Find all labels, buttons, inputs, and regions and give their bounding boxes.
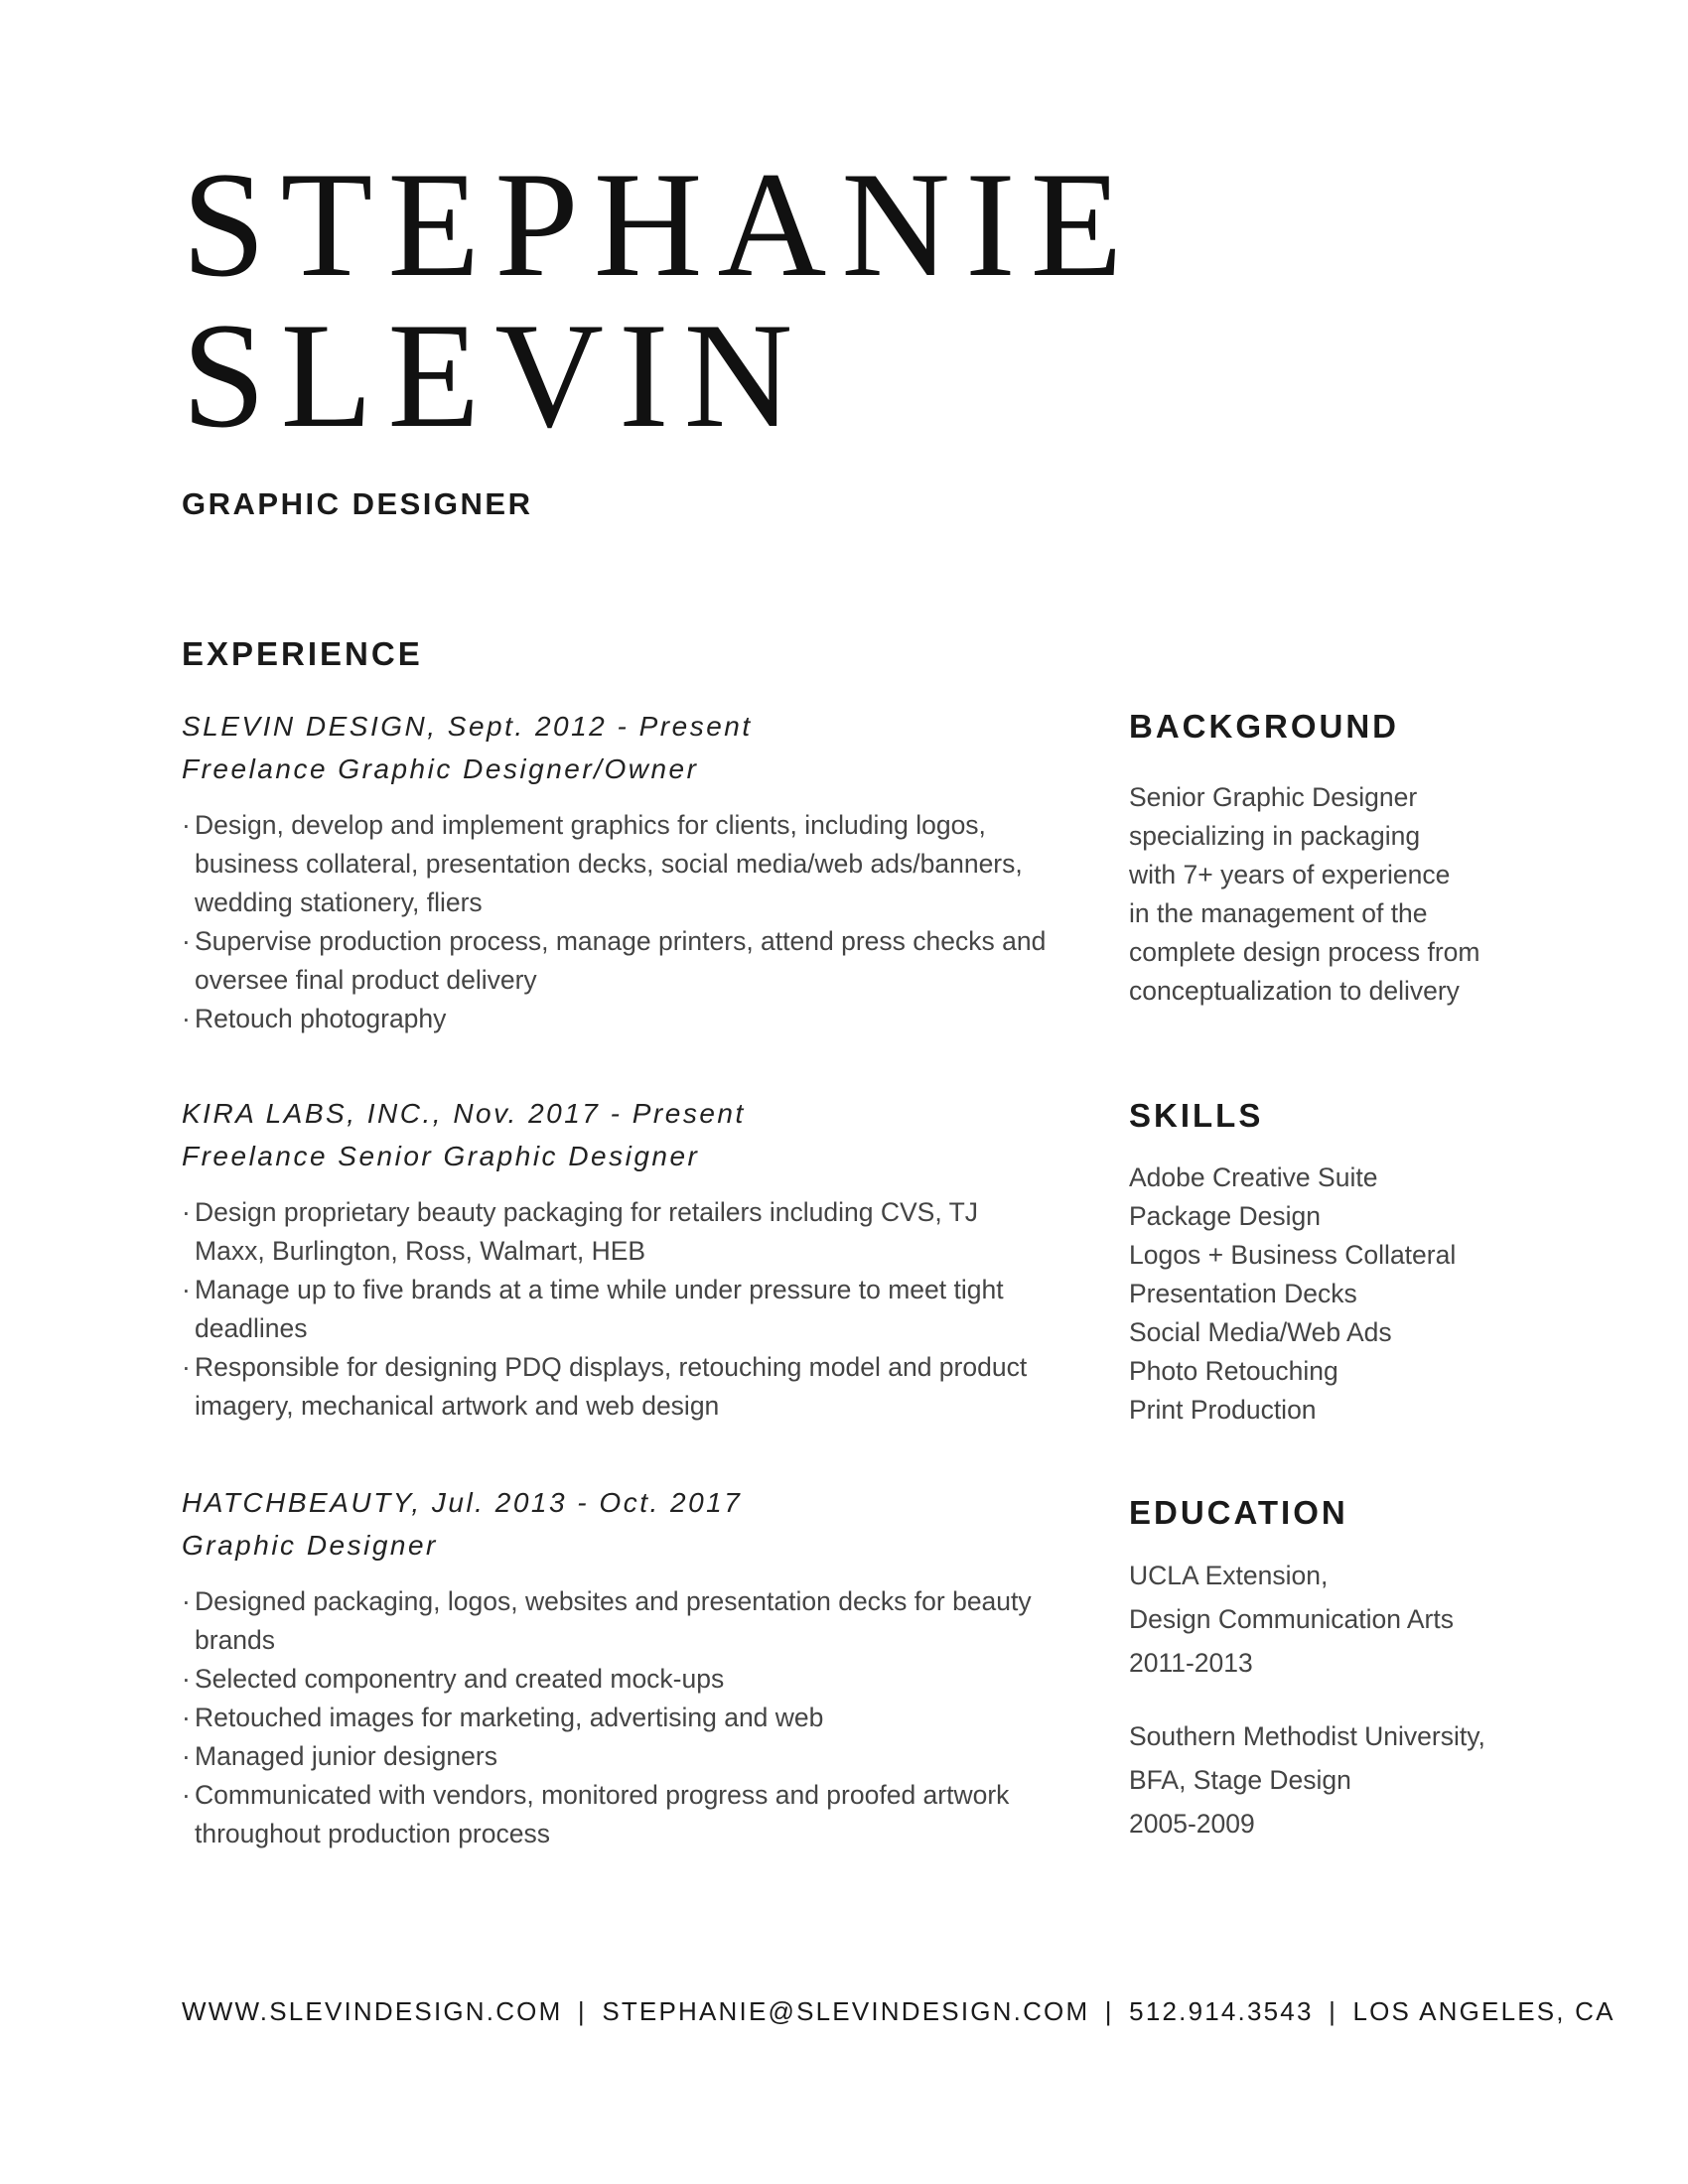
bullet-item: · Design proprietary beauty packaging for retailers including CVS, TJ Maxx, Burlington, Ross, Walmart, HEB [182, 1193, 1055, 1271]
footer-separator: | [1104, 1996, 1114, 2026]
job-company: KIRA LABS, INC. [182, 1098, 433, 1129]
background-line: Senior Graphic Designer [1129, 782, 1418, 812]
location: LOS ANGELES, CA [1352, 1996, 1616, 2026]
job-dates: Sept. 2012 - Present [447, 711, 753, 742]
background-line: in the management of the [1129, 898, 1428, 928]
job-entry-slevin-design [182, 705, 1055, 1038]
education-entry [1129, 1554, 1566, 1685]
job-company-line: KIRA LABS, INC., Nov. 2017 - Present [182, 1098, 746, 1129]
skill-item: Print Production [1129, 1395, 1317, 1425]
background-summary [1129, 778, 1566, 1011]
education-school: Southern Methodist University, [1129, 1721, 1485, 1751]
education-entry [1129, 1714, 1566, 1845]
job-entry-kira-labs [182, 1092, 1055, 1426]
job-title: Graphic Designer [182, 1530, 438, 1561]
email-link[interactable]: STEPHANIE@SLEVINDESIGN.COM [602, 1996, 1090, 2026]
skills-heading: SKILLS [1129, 1097, 1264, 1134]
background-line: conceptualization to delivery [1129, 976, 1460, 1006]
education-program: BFA, Stage Design [1129, 1765, 1351, 1795]
job-dates: Jul. 2013 - Oct. 2017 [431, 1487, 743, 1518]
bullet-item: · Responsible for designing PDQ displays, retouching model and product imagery, mechanical artwork and web design [182, 1348, 1055, 1426]
phone-number: 512.914.3543 [1129, 1996, 1314, 2026]
bullet-item: · Design, develop and implement graphics for clients, including logos, business collateral, presentation decks, social media/web ads/banners, wedding stationery, fliers [182, 806, 1055, 922]
skill-item: Social Media/Web Ads [1129, 1317, 1392, 1347]
bullet-item: · Retouched images for marketing, advertising and web [182, 1699, 1055, 1737]
footer-separator: | [577, 1996, 587, 2026]
job-bullets [182, 1582, 1055, 1853]
job-entry-hatchbeauty [182, 1481, 1055, 1853]
skill-item: Presentation Decks [1129, 1279, 1357, 1308]
bullet-item: · Manage up to five brands at a time while under pressure to meet tight deadlines [182, 1271, 1055, 1348]
education-years: 2005-2009 [1129, 1809, 1255, 1839]
website-link[interactable]: WWW.SLEVINDESIGN.COM [182, 1996, 563, 2026]
candidate-name [182, 141, 1138, 459]
skill-item: Logos + Business Collateral [1129, 1240, 1457, 1270]
skills-list [1129, 1159, 1566, 1430]
background-heading: BACKGROUND [1129, 708, 1399, 745]
bullet-item: · Managed junior designers [182, 1737, 1055, 1776]
job-company: SLEVIN DESIGN [182, 711, 428, 742]
job-title: Freelance Senior Graphic Designer [182, 1141, 700, 1171]
bullet-item: · Selected componentry and created mock-ups [182, 1660, 1055, 1699]
job-company-line: HATCHBEAUTY, Jul. 2013 - Oct. 2017 [182, 1487, 743, 1518]
skill-item: Photo Retouching [1129, 1356, 1338, 1386]
experience-heading: EXPERIENCE [182, 635, 423, 672]
job-title: Freelance Graphic Designer/Owner [182, 753, 699, 784]
job-dates: Nov. 2017 - Present [453, 1098, 746, 1129]
job-bullets [182, 806, 1055, 1038]
first-name: STEPHANIE [182, 141, 1138, 308]
job-bullets [182, 1193, 1055, 1426]
education-heading: EDUCATION [1129, 1494, 1348, 1531]
bullet-item: · Communicated with vendors, monitored progress and proofed artwork throughout production process [182, 1776, 1055, 1853]
education-years: 2011-2013 [1129, 1648, 1253, 1678]
background-line: complete design process from [1129, 937, 1480, 967]
education-program: Design Communication Arts [1129, 1604, 1454, 1634]
job-company: HATCHBEAUTY [182, 1487, 412, 1518]
background-line: specializing in packaging [1129, 821, 1421, 851]
bullet-item: · Designed packaging, logos, websites and presentation decks for beauty brands [182, 1582, 1055, 1660]
contact-footer [182, 1996, 1616, 2027]
education-school: UCLA Extension, [1129, 1561, 1329, 1590]
skills-section [1129, 1159, 1566, 1430]
last-name: SLEVIN [182, 292, 808, 459]
skill-item: Package Design [1129, 1201, 1321, 1231]
bullet-item: · Retouch photography [182, 1000, 1055, 1038]
background-line: with 7+ years of experience [1129, 860, 1451, 889]
job-company-line: SLEVIN DESIGN, Sept. 2012 - Present [182, 711, 753, 742]
job-role: GRAPHIC DESIGNER [182, 486, 533, 521]
footer-separator: | [1329, 1996, 1338, 2026]
skill-item: Adobe Creative Suite [1129, 1162, 1378, 1192]
bullet-item: · Supervise production process, manage printers, attend press checks and oversee final product delivery [182, 922, 1055, 1000]
